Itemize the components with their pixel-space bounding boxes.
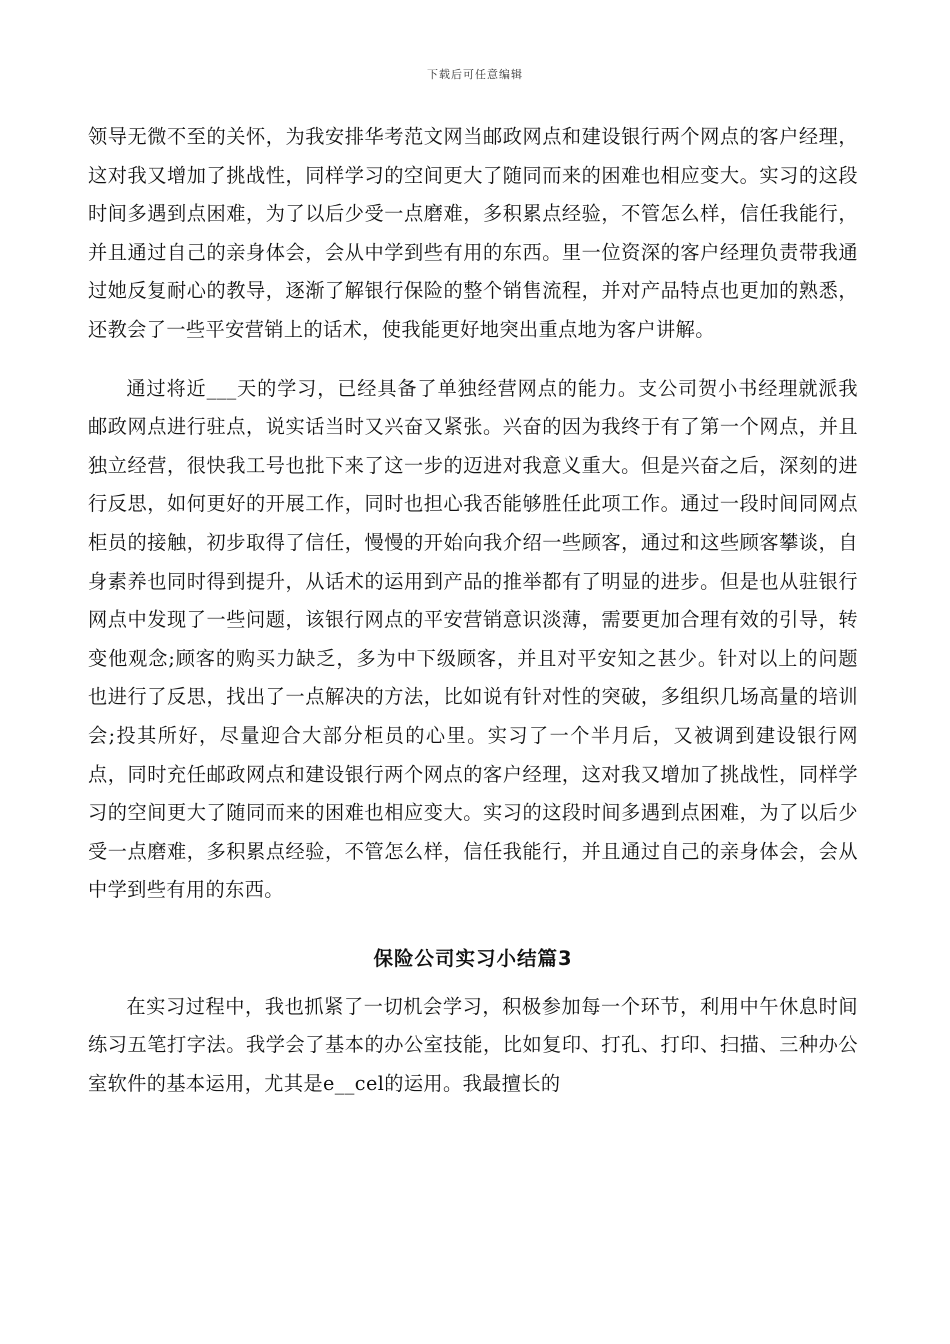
section-title: 保险公司实习小结篇3	[373, 946, 573, 970]
header-note: 下载后可任意编辑	[427, 68, 523, 81]
paragraph-2: 通过将近___天的学习，已经具备了单独经营网点的能力。支公司贺小书经理就派我邮政网点进行驻点，说实话当时又兴奋又紧张。兴奋的因为我终于有了第一个网点，并且独立经营，很快我工号也批下来了这一步的迈进对我意义重大。但是兴奋之后，深刻的进行反思，如何更好的开展工作，同时也担心我否能够胜任此项工作。通过一段时间同网点柜员的接触，初步取得了信任，慢慢的开始向我介绍一些顾客，通过和这些顾客攀谈，自身素养也同时得到提升，从话术的运用到产品的推举都有了明显的进步。但是也从驻银行网点中发现了一些问题，该银行网点的平安营销意识淡薄，需要更加合理有效的引导，转变他观念;顾客的购买力缺乏，多为中下级顾客，并且对平安知之甚少。针对以上的问题也进行了反思，找出了一点解决的方法，比如说有针对性的突破，多组织几场高量的培训会;投其所好，尽量迎合大部分柜员的心里。实习了一个半月后，又被调到建设银行网点，同时充任邮政网点和建设银行两个网点的客户经理，这对我又增加了挑战性，同样学习的空间更大了随同而来的困难也相应变大。实习的这段时间多遇到点困难，为了以后少受一点磨难，多积累点经验，不管怎么样，信任我能行，并且通过自己的亲身体会，会从中学到些有用的东西。	[88, 376, 858, 902]
paragraph-1: 领导无微不至的关怀，为我安排华考范文网当邮政网点和建设银行两个网点的客户经理，这对我又增加了挑战性，同样学习的空间更大了随同而来的困难也相应变大。实习的这段时间多遇到点困难，为了以后少受一点磨难，多积累点经验，不管怎么样，信任我能行，并且通过自己的亲身体会，会从中学到些有用的东西。里一位资深的客户经理负责带我通过她反复耐心的教导，逐渐了解银行保险的整个销售流程，并对产品特点也更加的熟悉，还教会了一些平安营销上的话术，使我能更好地突出重点地为客户讲解。	[88, 125, 858, 341]
document-body	[88, 118, 858, 1104]
paragraph-gap	[88, 350, 858, 370]
paragraph-3: 在实习过程中，我也抓紧了一切机会学习，积极参加每一个环节，利用中午休息时间练习五笔打字法。我学会了基本的办公室技能，比如复印、打孔、打印、扫描、三种办公室软件的基本运用，尤其是e__cel的运用。我最擅长的	[88, 994, 858, 1096]
